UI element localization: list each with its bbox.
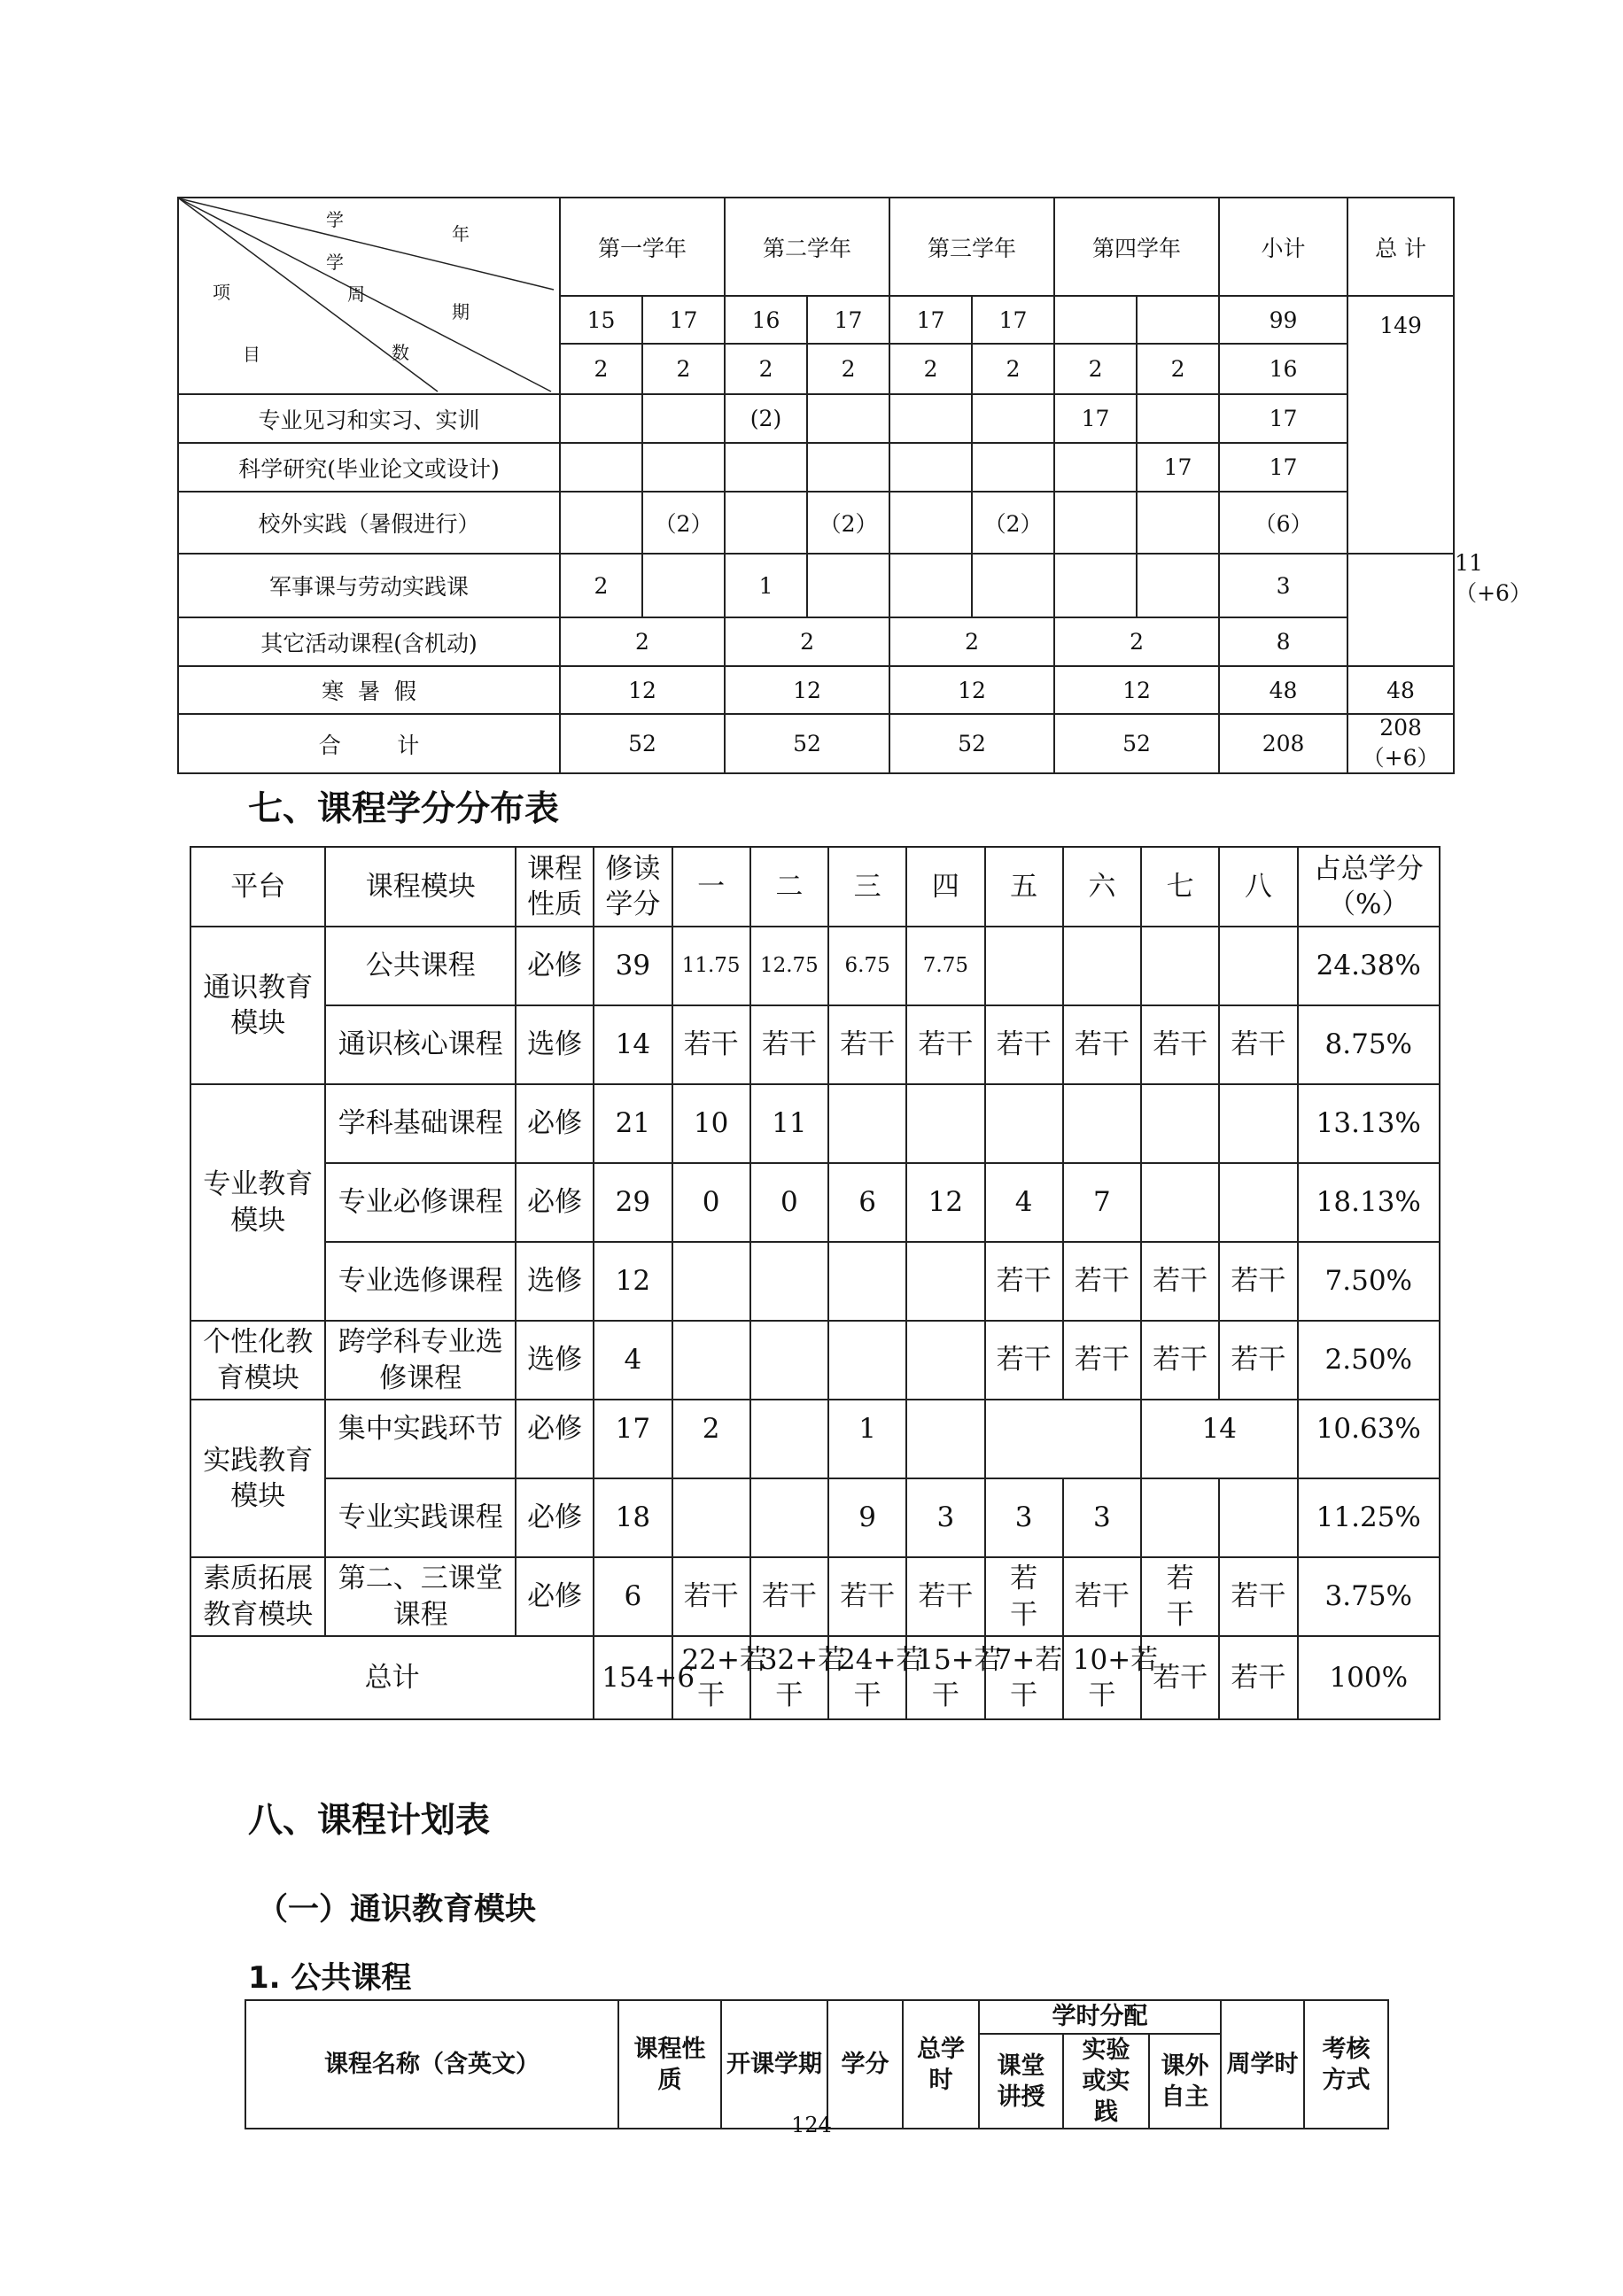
- week-cell: 2: [1054, 344, 1137, 394]
- term-cell: 若干: [1141, 1005, 1219, 1084]
- column-header: 课程性质: [516, 847, 594, 927]
- week-cell: [1054, 554, 1137, 617]
- total-term-cell: 若干: [1141, 1636, 1219, 1719]
- week-cell: [1137, 296, 1219, 344]
- credit-cell: 21: [594, 1084, 672, 1163]
- nature-cell: 必修: [516, 1400, 594, 1478]
- term-cell: [1219, 1163, 1297, 1242]
- term-cell: 若干: [750, 1557, 828, 1636]
- week-cell: (2): [725, 394, 807, 443]
- week-cell: 2: [972, 344, 1054, 394]
- grand-total-cell: 149: [1347, 296, 1454, 554]
- week-cell: 17: [1054, 394, 1137, 443]
- diagonal-header-cell: [178, 198, 560, 394]
- term-cell: 若干: [828, 1557, 906, 1636]
- nature-cell: 选修: [516, 1321, 594, 1400]
- week-cell: [807, 394, 889, 443]
- week-cell: [889, 492, 972, 554]
- week-cell: [1137, 554, 1219, 617]
- term-cell: [1063, 927, 1141, 1005]
- column-header: 七: [1141, 847, 1219, 927]
- subtotal-cell: 99: [1219, 296, 1347, 344]
- year-cell: 12: [1054, 666, 1219, 714]
- column-header: 五: [985, 847, 1063, 927]
- column-header: 四: [906, 847, 984, 927]
- credit-cell: 4: [594, 1321, 672, 1400]
- year-header: 第二学年: [725, 198, 889, 296]
- term-cell: 若干: [1063, 1242, 1141, 1321]
- term-cell: 若干: [985, 1242, 1063, 1321]
- total-term-cell: 10+若干: [1063, 1636, 1141, 1719]
- week-cell: 17: [1137, 443, 1219, 492]
- column-header: 开课学期: [721, 2000, 827, 2129]
- percent-cell: 13.13%: [1298, 1084, 1440, 1163]
- row-label: 军事课与劳动实践课: [178, 554, 560, 617]
- module-cell: 学科基础课程: [325, 1084, 516, 1163]
- subsection-heading: （一）通识教育模块: [257, 1892, 537, 1928]
- year-cell: 52: [560, 714, 725, 773]
- corner-label: 周: [347, 283, 365, 305]
- week-cell: [642, 554, 725, 617]
- column-header: 八: [1219, 847, 1297, 927]
- module-cell: 专业选修课程: [325, 1242, 516, 1321]
- module-cell: 公共课程: [325, 927, 516, 1005]
- platform-cell: 个性化教育模块: [190, 1321, 325, 1400]
- subtotal-cell: 8: [1219, 617, 1347, 666]
- percent-cell: 2.50%: [1298, 1321, 1440, 1400]
- term-merged-cell: 14: [1141, 1400, 1298, 1478]
- week-cell: [1137, 394, 1219, 443]
- year-cell: 2: [889, 617, 1054, 666]
- term-cell: 若干: [906, 1005, 984, 1084]
- percent-cell: 7.50%: [1298, 1242, 1440, 1321]
- term-cell: 若干: [1063, 1557, 1141, 1636]
- corner-label: 学: [326, 209, 344, 230]
- column-header: 课程性质: [618, 2000, 721, 2129]
- module-cell: 第二、三课堂课程: [325, 1557, 516, 1636]
- module-cell: 通识核心课程: [325, 1005, 516, 1084]
- week-cell: [889, 394, 972, 443]
- term-cell: 11.75: [672, 927, 750, 1005]
- total-header: 总 计: [1347, 198, 1454, 296]
- row-label: 校外实践（暑假进行）: [178, 492, 560, 554]
- nature-cell: 必修: [516, 1084, 594, 1163]
- term-cell: [1219, 1478, 1297, 1557]
- term-cell: 11: [750, 1084, 828, 1163]
- week-cell: 16: [725, 296, 807, 344]
- term-cell: [1141, 927, 1219, 1005]
- column-header: 平台: [190, 847, 325, 927]
- public-course-table: [245, 1999, 1389, 2129]
- week-cell: 15: [560, 296, 642, 344]
- term-cell: [750, 1321, 828, 1400]
- year-header: 第一学年: [560, 198, 725, 296]
- term-cell: 12: [906, 1163, 984, 1242]
- platform-cell: 素质拓展教育模块: [190, 1557, 325, 1636]
- total-percent-cell: 100%: [1298, 1636, 1440, 1719]
- percent-cell: 10.63%: [1298, 1400, 1440, 1478]
- term-cell: [906, 1084, 984, 1163]
- term-cell: 若干: [1141, 1557, 1219, 1636]
- term-cell: 若干: [750, 1005, 828, 1084]
- year-cell: 2: [1054, 617, 1219, 666]
- term-cell: [828, 1321, 906, 1400]
- term-cell: [672, 1321, 750, 1400]
- term-cell: [828, 1084, 906, 1163]
- row-label: 专业见习和实习、实训: [178, 394, 560, 443]
- week-cell: [560, 394, 642, 443]
- term-cell: 0: [672, 1163, 750, 1242]
- year-cell: 52: [1054, 714, 1219, 773]
- total-term-cell: 若干: [1219, 1636, 1297, 1719]
- term-cell: [985, 1084, 1063, 1163]
- subtotal-cell: 48: [1219, 666, 1347, 714]
- credit-cell: 29: [594, 1163, 672, 1242]
- term-cell: [1141, 1084, 1219, 1163]
- year-header: 第四学年: [1054, 198, 1219, 296]
- week-cell: 2: [1137, 344, 1219, 394]
- term-cell: 3: [985, 1478, 1063, 1557]
- total-term-cell: 24+若干: [828, 1636, 906, 1719]
- year-cell: 52: [725, 714, 889, 773]
- platform-cell: 通识教育模块: [190, 927, 325, 1084]
- total-cell: 48: [1347, 666, 1454, 714]
- week-cell: 2: [560, 344, 642, 394]
- week-cell: [1137, 492, 1219, 554]
- term-cell: [750, 1400, 828, 1478]
- column-header: 三: [828, 847, 906, 927]
- nature-cell: 选修: [516, 1242, 594, 1321]
- column-header: 学分: [827, 2000, 903, 2129]
- subtotal-cell: 3: [1219, 554, 1347, 617]
- corner-label: 年: [452, 223, 470, 244]
- term-cell: 若干: [906, 1557, 984, 1636]
- term-cell: 6: [828, 1163, 906, 1242]
- module-cell: 专业必修课程: [325, 1163, 516, 1242]
- credit-cell: 6: [594, 1557, 672, 1636]
- nature-cell: 必修: [516, 1557, 594, 1636]
- total-credit-cell: 154+6: [594, 1636, 672, 1719]
- term-cell: 若干: [985, 1005, 1063, 1084]
- credit-distribution-table: [190, 846, 1441, 1720]
- column-header: 考核方式: [1304, 2000, 1388, 2129]
- percent-cell: 18.13%: [1298, 1163, 1440, 1242]
- subtotal-cell: 16: [1219, 344, 1347, 394]
- column-header: 总学时: [903, 2000, 979, 2129]
- term-cell: 2: [672, 1400, 750, 1478]
- week-cell: （2）: [807, 492, 889, 554]
- term-cell: [906, 1242, 984, 1321]
- term-cell: [1141, 1478, 1219, 1557]
- term-cell: 0: [750, 1163, 828, 1242]
- week-cell: [972, 443, 1054, 492]
- sub-column-header: 课堂讲授: [979, 2034, 1063, 2129]
- column-header: 修读学分: [594, 847, 672, 927]
- week-cell: （2）: [642, 492, 725, 554]
- week-cell: [1054, 296, 1137, 344]
- term-cell: 6.75: [828, 927, 906, 1005]
- term-cell: 若干: [1219, 1242, 1297, 1321]
- week-cell: 17: [642, 296, 725, 344]
- term-cell: 若干: [1219, 1005, 1297, 1084]
- total-cell: 208（+6）: [1347, 714, 1454, 773]
- platform-cell: 实践教育模块: [190, 1400, 325, 1557]
- term-cell: 若干: [1141, 1321, 1219, 1400]
- year-cell: 12: [889, 666, 1054, 714]
- credit-cell: 12: [594, 1242, 672, 1321]
- term-cell: 9: [828, 1478, 906, 1557]
- week-cell: [889, 554, 972, 617]
- term-cell: 若干: [828, 1005, 906, 1084]
- term-cell: [1063, 1084, 1141, 1163]
- term-cell: [672, 1242, 750, 1321]
- percent-cell: 11.25%: [1298, 1478, 1440, 1557]
- week-cell: [972, 554, 1054, 617]
- column-group-header: 学时分配: [979, 2000, 1221, 2034]
- diagonal-lines: [179, 198, 561, 395]
- term-cell: [750, 1478, 828, 1557]
- corner-label: 期: [452, 301, 470, 322]
- term-cell: 若干: [672, 1005, 750, 1084]
- percent-cell: 24.38%: [1298, 927, 1440, 1005]
- week-cell: [807, 554, 889, 617]
- column-header: 二: [750, 847, 828, 927]
- week-cell: 2: [889, 344, 972, 394]
- row-label: 合 计: [178, 714, 560, 773]
- term-cell: 若干: [1063, 1005, 1141, 1084]
- week-cell: [807, 443, 889, 492]
- percent-cell: 3.75%: [1298, 1557, 1440, 1636]
- year-cell: 2: [560, 617, 725, 666]
- total-label: 总计: [190, 1636, 594, 1719]
- corner-label: 项: [213, 282, 230, 303]
- corner-label: 数: [392, 342, 409, 363]
- credit-cell: 18: [594, 1478, 672, 1557]
- platform-cell: 专业教育模块: [190, 1084, 325, 1321]
- nature-cell: 必修: [516, 1163, 594, 1242]
- week-cell: 17: [972, 296, 1054, 344]
- section-heading: 八、课程计划表: [248, 1801, 491, 1841]
- week-cell: [560, 492, 642, 554]
- subtotal-cell: 17: [1219, 394, 1347, 443]
- term-cell: 7.75: [906, 927, 984, 1005]
- percent-cell: 8.75%: [1298, 1005, 1440, 1084]
- nature-cell: 必修: [516, 927, 594, 1005]
- week-cell: 17: [807, 296, 889, 344]
- subtotal-cell: 208: [1219, 714, 1347, 773]
- term-cell: [828, 1242, 906, 1321]
- credit-cell: 39: [594, 927, 672, 1005]
- week-cell: [1054, 443, 1137, 492]
- term-cell: 3: [906, 1478, 984, 1557]
- year-cell: 52: [889, 714, 1054, 773]
- row-label: 寒 暑 假: [178, 666, 560, 714]
- term-cell: [1141, 1163, 1219, 1242]
- week-cell: [972, 394, 1054, 443]
- week-cell: [1054, 492, 1137, 554]
- term-cell: 若干: [1141, 1242, 1219, 1321]
- term-cell: 10: [672, 1084, 750, 1163]
- subsubsection-heading: 1. 公共课程: [248, 1960, 412, 1996]
- week-allocation-table: 学 年 学 周 期 项 目 数 第一学年 第二学年 第三学年 第四学年 小计 总 计 15 17 16 17 17 17 99 149 2 2 2 2 2 2 2 2 16 专业见习和实习、实训 (2) 17 17 科学研究(毕业论文或设计) 17 17 校外实践（暑假进行） （2） （2） （2） （6） 11（+6） 军事课与劳动实践课 2 1 3 其它活动课程(含机动) 2 2 2 2 8 寒 暑 假 12 12 12 12 48 48 合 计 52 52 52 52 208 208（+6）: [177, 197, 1455, 774]
- week-cell: （2）: [972, 492, 1054, 554]
- column-header: 一: [672, 847, 750, 927]
- total-term-cell: 32+若干: [750, 1636, 828, 1719]
- term-cell: [985, 927, 1063, 1005]
- term-cell: 4: [985, 1163, 1063, 1242]
- term-cell: 若干: [1219, 1321, 1297, 1400]
- subtotal-header: 小计: [1219, 198, 1347, 296]
- credit-cell: 17: [594, 1400, 672, 1478]
- module-cell: 跨学科专业选修课程: [325, 1321, 516, 1400]
- sub-column-header: 课外自主: [1149, 2034, 1221, 2129]
- term-cell: 7: [1063, 1163, 1141, 1242]
- page-number: 124: [791, 2113, 832, 2137]
- column-header: 六: [1063, 847, 1141, 927]
- nature-cell: 选修: [516, 1005, 594, 1084]
- term-cell: 3: [1063, 1478, 1141, 1557]
- column-header: 占总学分（%）: [1298, 847, 1440, 927]
- week-cell: 2: [725, 344, 807, 394]
- week-cell: [725, 443, 807, 492]
- total-term-cell: 22+若干: [672, 1636, 750, 1719]
- week-cell: [642, 394, 725, 443]
- week-cell: [725, 492, 807, 554]
- row-label: 其它活动课程(含机动): [178, 617, 560, 666]
- week-cell: 2: [560, 554, 642, 617]
- term-cell: 1: [828, 1400, 906, 1478]
- corner-label: 目: [243, 344, 260, 365]
- week-cell: 2: [807, 344, 889, 394]
- week-cell: 17: [889, 296, 972, 344]
- term-cell: 若干: [1219, 1557, 1297, 1636]
- nature-cell: 必修: [516, 1478, 594, 1557]
- subtotal-cell: 17: [1219, 443, 1347, 492]
- term-cell: [1219, 927, 1297, 1005]
- term-cell: [906, 1321, 984, 1400]
- total-term-cell: 7+若干: [985, 1636, 1063, 1719]
- column-header: 课程模块: [325, 847, 516, 927]
- credit-cell: 14: [594, 1005, 672, 1084]
- week-cell: [642, 443, 725, 492]
- total-term-cell: 15+若干: [906, 1636, 984, 1719]
- section-heading: 七、课程学分分布表: [248, 789, 560, 829]
- week-cell: [889, 443, 972, 492]
- week-cell: 1: [725, 554, 807, 617]
- column-header: 周学时: [1221, 2000, 1304, 2129]
- corner-label: 学: [326, 252, 344, 273]
- sub-column-header: 实验或实践: [1063, 2034, 1149, 2129]
- term-cell: 12.75: [750, 927, 828, 1005]
- module-cell: 集中实践环节: [325, 1400, 516, 1478]
- term-cell: 若干: [672, 1557, 750, 1636]
- term-cell: [672, 1478, 750, 1557]
- term-cell: 若干: [985, 1557, 1063, 1636]
- year-cell: 2: [725, 617, 889, 666]
- column-header: 课程名称（含英文）: [245, 2000, 618, 2129]
- term-cell: [906, 1400, 984, 1478]
- year-header: 第三学年: [889, 198, 1054, 296]
- term-cell: [750, 1242, 828, 1321]
- year-cell: 12: [560, 666, 725, 714]
- term-cell: 若干: [1063, 1321, 1141, 1400]
- term-cell: [1219, 1084, 1297, 1163]
- module-cell: 专业实践课程: [325, 1478, 516, 1557]
- subtotal-cell: （6）: [1219, 492, 1347, 554]
- term-cell: 若干: [985, 1321, 1063, 1400]
- year-cell: 12: [725, 666, 889, 714]
- week-cell: 2: [642, 344, 725, 394]
- week-cell: [560, 443, 642, 492]
- term-cell: [985, 1400, 1142, 1478]
- row-label: 科学研究(毕业论文或设计): [178, 443, 560, 492]
